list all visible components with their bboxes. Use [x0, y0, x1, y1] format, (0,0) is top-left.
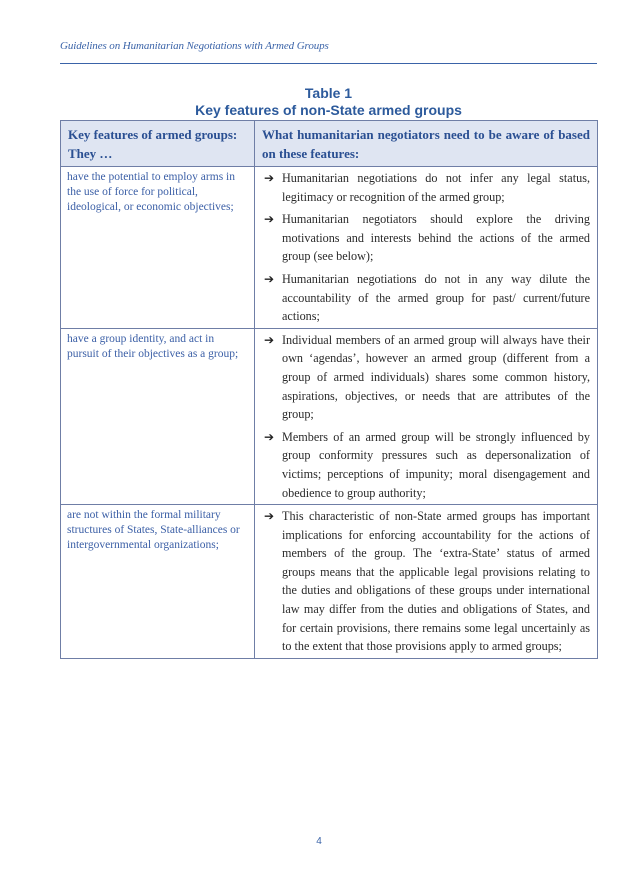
- table-row: [61, 505, 598, 659]
- feature-cell: have the potential to employ arms in the use of force for political, ideological, or economic objectives;: [61, 167, 255, 329]
- awareness-cell: [255, 328, 598, 504]
- features-table: [60, 120, 598, 659]
- bullet-text: This characteristic of non-State armed groups has important implications for enforcing accountability for the actions of members of the group. The ‘extra-State’ status of armed groups means that the applicable legal provisions relating to the duties and obligations of these groups under international law may differ from the duties and obligations of States, and for certain provisions, there remains some legal uncertainly as to the extent that those provisions apply to armed groups;: [282, 509, 590, 654]
- awareness-cell: [255, 167, 598, 329]
- table-row: [61, 167, 598, 329]
- bullet-text: Individual members of an armed group will always have their own ‘agendas’, however an armed group (different from a group of armed individuals) shares some common history, aspirations, objectives, or needs that are attributes of the group;: [282, 332, 590, 422]
- arrow-bullet-icon: ➔: [264, 429, 275, 444]
- arrow-bullet-icon: ➔: [264, 171, 275, 185]
- feature-cell: are not within the formal military structures of States, State-alliances or intergovernmental organizations;: [61, 505, 255, 659]
- bullet-item: [264, 428, 590, 502]
- awareness-cell: [255, 505, 598, 659]
- feature-cell: have a group identity, and act in pursuit of their objectives as a group;: [61, 328, 255, 504]
- table-caption-number: Table 1: [304, 85, 353, 101]
- bullet-item: [264, 169, 590, 206]
- arrow-bullet-icon: ➔: [264, 509, 275, 524]
- arrow-bullet-icon: ➔: [264, 212, 275, 227]
- column-header-features: Key features of armed groups: They …: [61, 121, 255, 167]
- arrow-bullet-icon: ➔: [264, 271, 275, 286]
- header-rule: [60, 63, 597, 64]
- bullet-text: Humanitarian negotiations do not in any way dilute the accountability of the armed group for past/ current/future actions;: [282, 271, 590, 324]
- page-number: 4: [316, 836, 322, 847]
- bullet-text: Humanitarian negotiations do not infer any legal status, legitimacy or recognition of the armed group;: [282, 171, 590, 204]
- bullet-text: Humanitarian negotiators should explore the driving motivations and interests behind the actions of the armed group (see below);: [282, 212, 590, 264]
- column-header-awareness: What humanitarian negotiators need to be aware of based on these features:: [255, 121, 598, 167]
- table-header-row: [61, 121, 598, 167]
- bullet-item: [264, 210, 590, 266]
- running-head: Guidelines on Humanitarian Negotiations with Armed Groups: [60, 40, 329, 52]
- bullet-item: [264, 270, 590, 326]
- bullet-item: [264, 507, 590, 656]
- bullet-item: [264, 331, 590, 424]
- table-row: [61, 328, 598, 504]
- arrow-bullet-icon: ➔: [264, 332, 275, 347]
- bullet-text: Members of an armed group will be strongly influenced by group conformity pressures such as depersonalization of victims; perceptions of impunity; moral disengagement and obedience to group authority;: [282, 429, 590, 500]
- table-caption-title: Key features of non-State armed groups: [195, 102, 462, 118]
